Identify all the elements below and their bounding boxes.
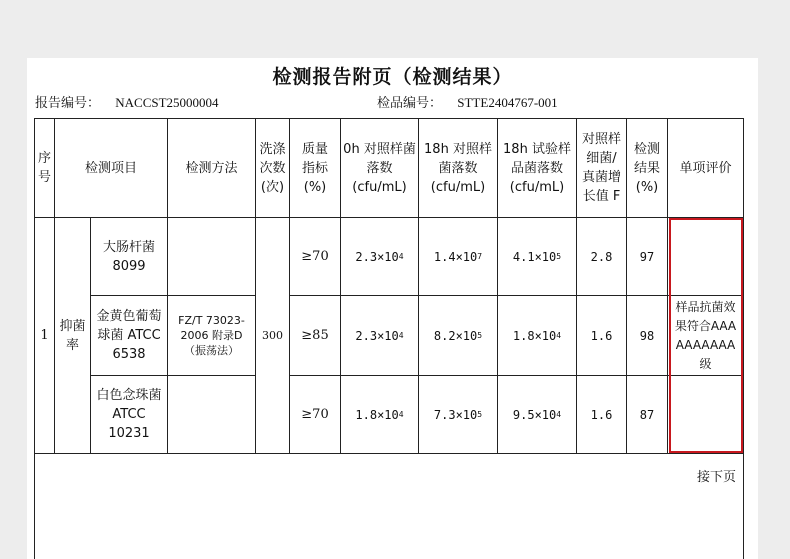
h0-cell: 2.3×10 4 (355, 328, 404, 343)
header-18h-test: 18h 试验样品菌落数(cfu/mL) (503, 141, 571, 195)
growth-cell: 2.8 (590, 249, 613, 264)
c18-cell: 8.2×10 5 (433, 328, 483, 343)
continued-note: 接下页 (697, 470, 737, 485)
c18-cell: 1.4×10 7 (433, 249, 483, 264)
header-quality: 质量指标(%) (301, 141, 328, 195)
seq-cell: 1 (40, 327, 49, 343)
t18-cell: 4.1×10 5 (512, 249, 562, 264)
h0-cell: 1.8×10 4 (355, 407, 404, 422)
growth-cell: 1.6 (590, 407, 613, 422)
organism-cell: 金黄色葡萄球菌 ATCC 6538 (96, 309, 162, 362)
organism-cell: 大肠杆菌 8099 (102, 239, 155, 274)
evaluation-cell: 样品抗菌效果符合AAAAAAAAAA级 (674, 299, 737, 371)
t18-cell: 9.5×10 4 (512, 407, 562, 422)
report-number-label: 报告编号： (35, 96, 101, 111)
header-seq: 序号 (37, 151, 51, 185)
result-cell: 97 (639, 249, 655, 264)
report-number-value: NACCST25000004 (115, 95, 219, 110)
page-title: 检测报告附页（检测结果） (272, 66, 513, 88)
header-method: 检测方法 (185, 160, 238, 176)
quality-cell: ≥85 (301, 327, 329, 343)
growth-cell: 1.6 (590, 328, 613, 343)
method-cell: FZ/T 73023-2006 附录D（振荡法） (178, 314, 245, 357)
header-wash: 洗涤次数(次) (259, 141, 286, 195)
wash-cell: 300 (262, 329, 283, 342)
header-result: 检测结果(%) (633, 141, 660, 195)
table-border-right (743, 118, 744, 559)
header-0h-control: 0h 对照样菌落数(cfu/mL) (343, 141, 416, 195)
c18-cell: 7.3×10 5 (433, 407, 483, 422)
organism-cell: 白色念珠菌 ATCC 10231 (96, 388, 162, 441)
quality-cell: ≥70 (301, 406, 329, 422)
header-item: 检测项目 (84, 160, 137, 176)
h0-cell: 2.3×10 4 (355, 249, 404, 264)
quality-cell: ≥70 (301, 248, 329, 264)
evaluation-highlight (669, 218, 743, 453)
result-cell: 98 (639, 328, 655, 343)
sample-number (377, 92, 558, 111)
t18-cell: 1.8×10 4 (512, 328, 562, 343)
table-body-bottom (34, 453, 744, 454)
category-cell: 抑菌率 (59, 318, 86, 353)
sample-number-label: 检品编号： (377, 96, 443, 111)
header-18h-control: 18h 对照样菌落数(cfu/mL) (424, 141, 492, 195)
header-evaluation: 单项评价 (679, 160, 732, 176)
report-number (35, 92, 219, 111)
sample-number-value: STTE2404767-001 (457, 95, 558, 110)
result-cell: 87 (639, 407, 655, 422)
report-page (27, 58, 758, 559)
header-growth-f: 对照样细菌/真菌增长值 F (581, 132, 621, 204)
